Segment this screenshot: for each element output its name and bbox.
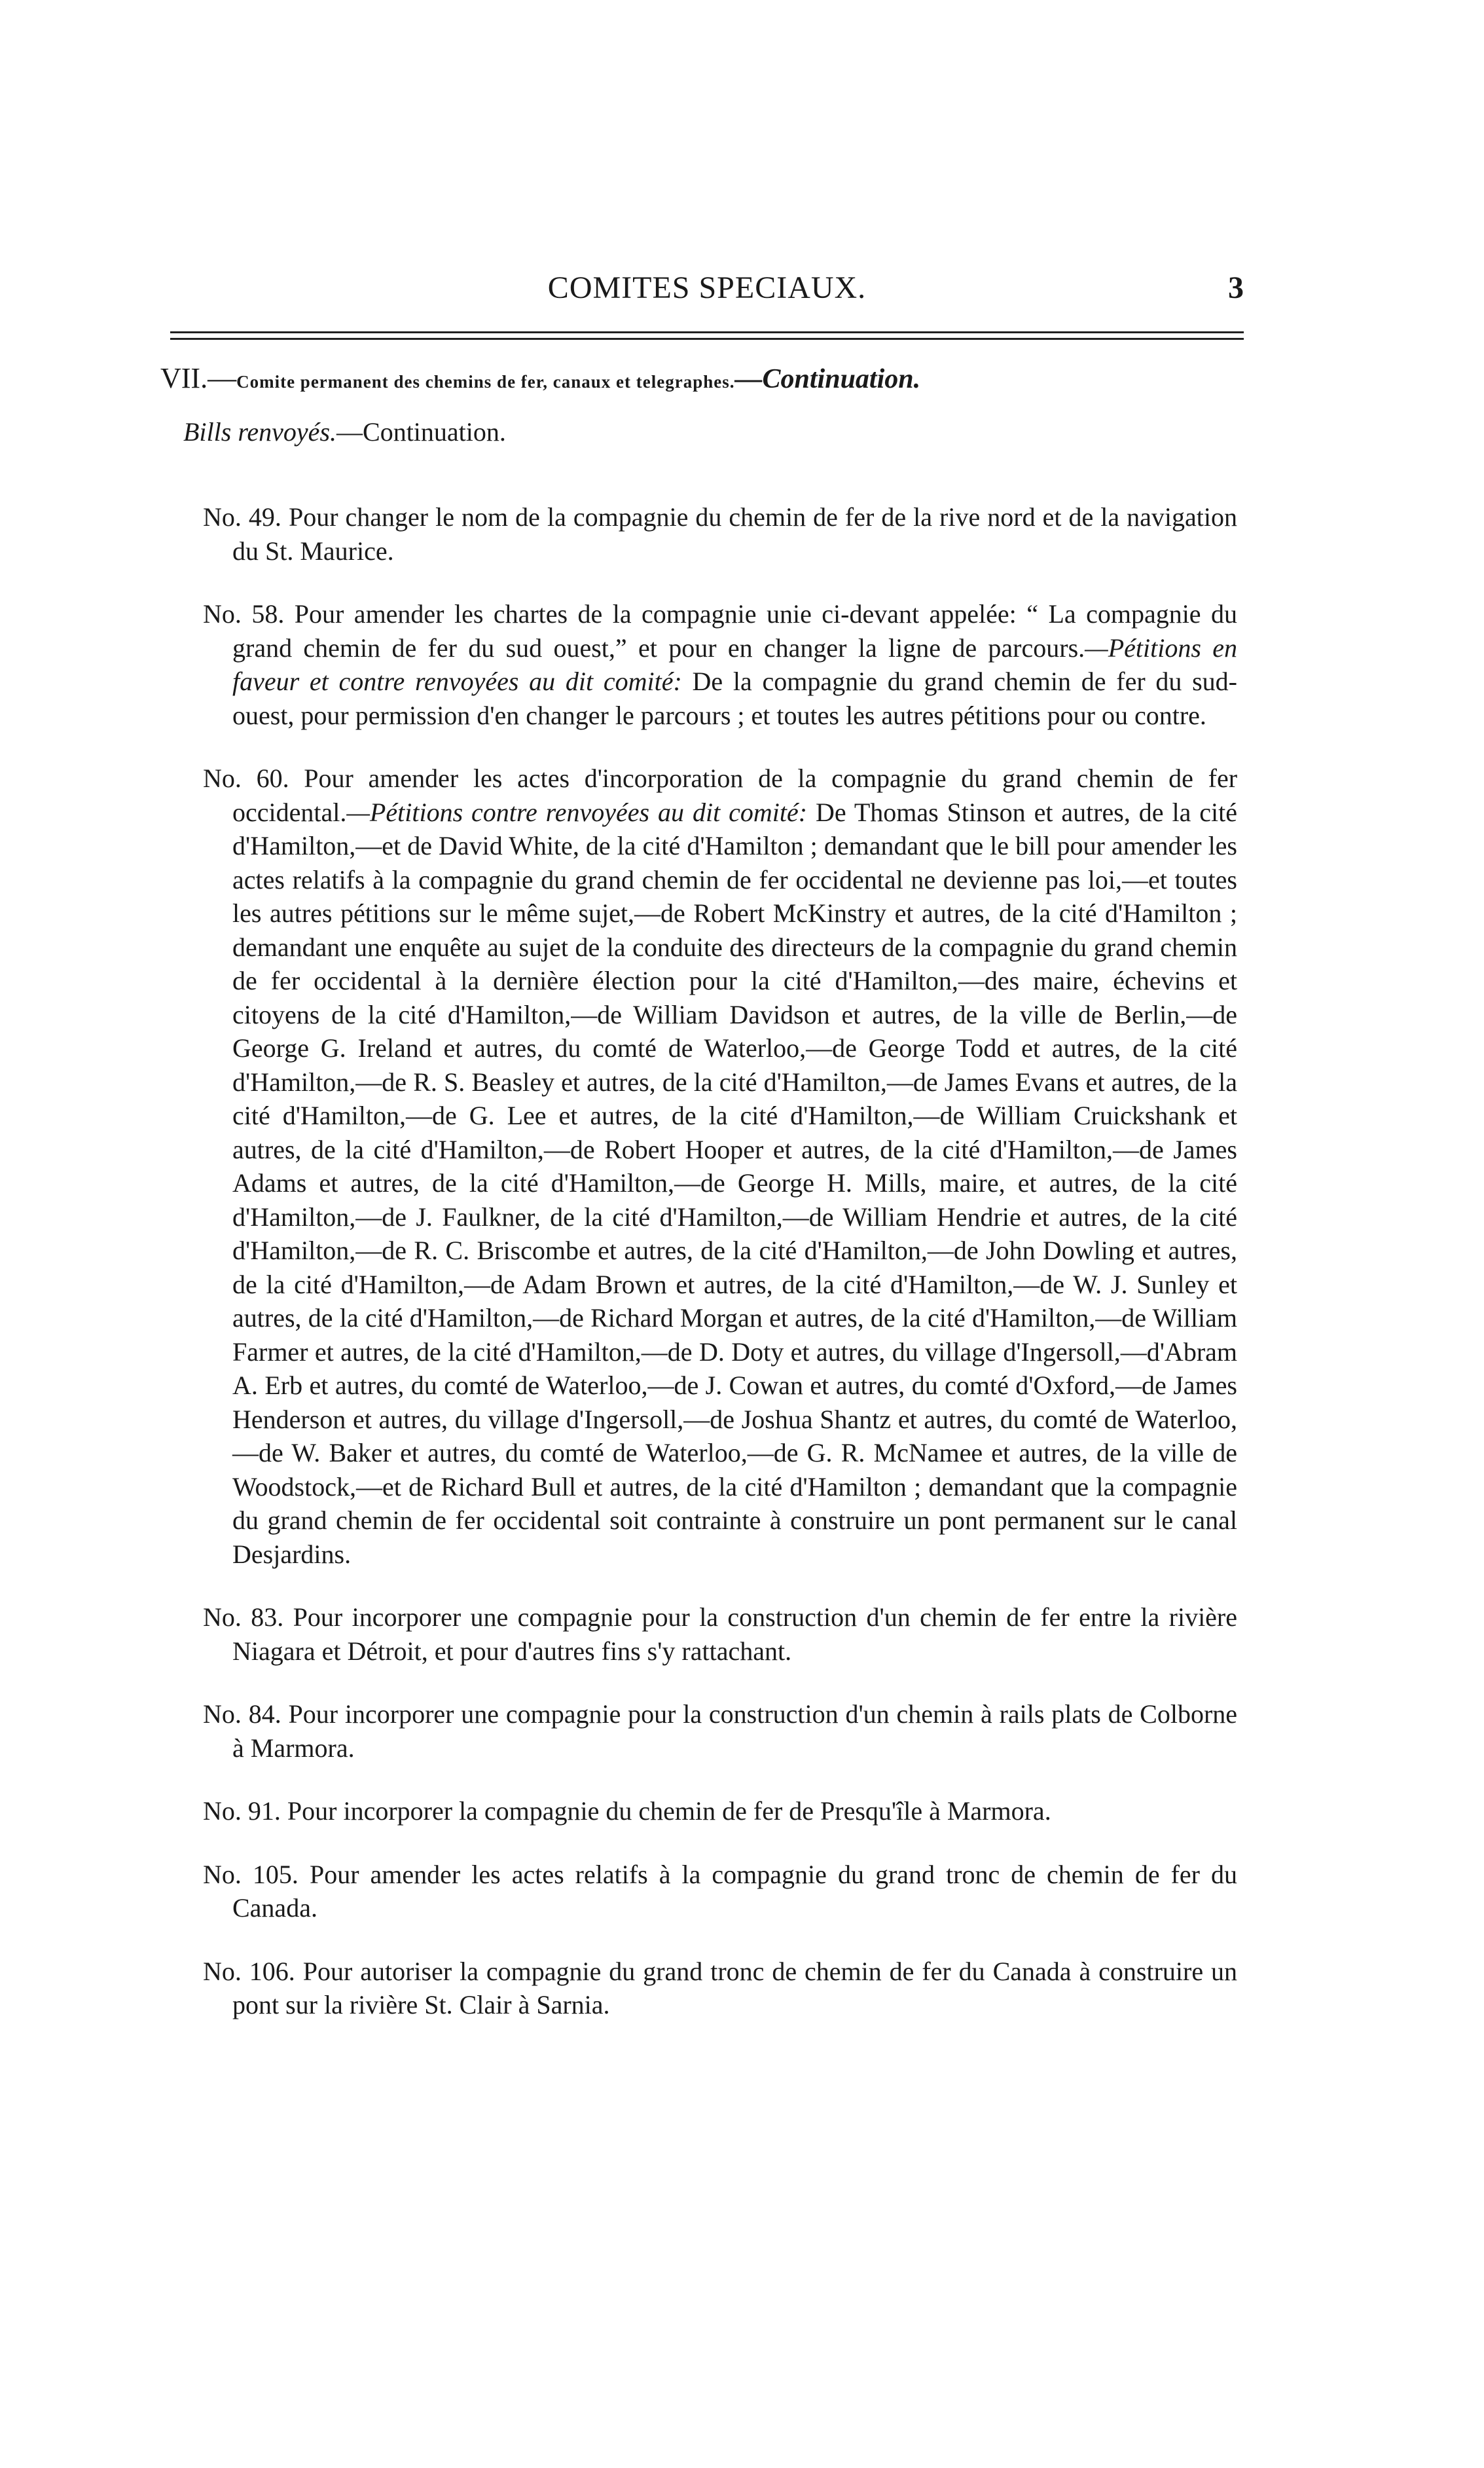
subheading-rest: —Continuation. bbox=[336, 417, 506, 447]
bill-text: Pour incorporer une compagnie pour la construction d'un chemin à rails plats de Colborne à Marmora. bbox=[232, 1699, 1238, 1763]
bill-entry-49 bbox=[203, 500, 1237, 568]
bill-entry-84 bbox=[203, 1697, 1237, 1765]
bill-text: Pour amender les actes relatifs à la compagnie du grand tronc de chemin de fer du Canada. bbox=[232, 1859, 1238, 1923]
petitions-text: De la compagnie du grand chemin de fer du sud-ouest, pour permission d'en changer le parcours ; et toutes les autres pétitions pour ou contre. bbox=[232, 667, 1238, 730]
petitions-text: De Thomas Stinson et autres, de la cité d'Hamilton,—et de David White, de la cité d'Hamilton ; demandant que le bill pour amender les actes relatifs à la compagnie du grand chemin de fer occidental ne devienne pas loi,—et toutes les autres pétitions sur le même sujet,—de Robert McKinstry et autres, de la cité d'Hamilton ; demandant une enquête au sujet de la conduite des directeurs de la compagnie du grand chemin de fer occidental à la dernière élection pour la cité d'Hamilton,—des maire, échevins et citoyens de la cité d'Hamilton,—de William Davidson et autres, de la ville de Berlin,—de George G. Ireland et autres, du comté de Waterloo,—de George Todd et autres, de la cité d'Hamilton,—de R. S. Beasley et autres, de la cité d'Hamilton,—de James Evans et autres, de la cité d'Hamilton,—de G. Lee et autres, de la cité d'Hamilton,—de William Cruickshank et autres, de la cité d'Hamilton,—de Robert Hooper et autres, de la cité d'Hamilton,—de James Adams et autres, de la cité d'Hamilton,—de George H. Mills, maire, et autres, de la cité d'Hamilton,—de J. Faulkner, de la cité d'Hamilton,—de William Hendrie et autres, de la cité d'Hamilton,—de R. C. Briscombe et autres, de la cité d'Hamilton,—de John Dowling et autres, de la cité d'Hamilton,—de Adam Brown et autres, de la cité d'Hamilton,—de W. J. Sunley et autres, de la cité d'Hamilton,—de Richard Morgan et autres, de la cité d'Hamilton,—de William Farmer et autres, de la cité d'Hamilton,—de D. Doty et autres, du village d'Ingersoll,—d'Abram A. Erb et autres, du comté de Waterloo,—de J. Cowan et autres, du comté d'Oxford,—de James Henderson et autres, du village d'Ingersoll,—de Joshua Shantz et autres, du comté de Waterloo,—de W. Baker et autres, du comté de Waterloo,—de G. R. McNamee et autres, de la ville de Woodstock,—et de Richard Bull et autres, de la cité d'Hamilton ; demandant que la compagnie du grand chemin de fer occidental soit contrainte à construire un pont permanent sur le canal Desjardins. bbox=[232, 797, 1237, 1569]
page-header bbox=[170, 265, 1244, 311]
bill-number: No. 106. bbox=[203, 1956, 295, 1986]
bill-list bbox=[203, 474, 1237, 2052]
bill-text: Pour autoriser la compagnie du grand tronc de chemin de fer du Canada à construire un pont sur la rivière St. Clair à Sarnia. bbox=[232, 1956, 1238, 2019]
bill-number: No. 105. bbox=[203, 1859, 299, 1889]
page-number: 3 bbox=[1228, 270, 1244, 305]
petitions-label: —Pétitions en faveur et contre renvoyées au dit comité: bbox=[232, 633, 1237, 696]
bill-text: Pour incorporer une compagnie pour la construction d'un chemin de fer entre la rivière Niagara et Détroit, et pour d'autres fins s'y rattachant. bbox=[232, 1602, 1238, 1666]
subheading bbox=[183, 413, 506, 452]
section-heading bbox=[160, 359, 1247, 401]
bill-entry-83 bbox=[203, 1600, 1237, 1668]
bill-entry-60 bbox=[203, 762, 1237, 1571]
section-numeral: VII.— bbox=[160, 362, 237, 394]
petitions-label: —Pétitions contre renvoyées au dit comité: bbox=[346, 797, 808, 827]
header-rule-top bbox=[170, 331, 1244, 333]
bill-text: Pour amender les actes d'incorporation de la compagnie du grand chemin de fer occidental. bbox=[232, 764, 1238, 827]
bill-number: No. 60. bbox=[203, 764, 289, 793]
bill-number: No. 49. bbox=[203, 502, 281, 532]
bill-number: No. 83. bbox=[203, 1602, 284, 1632]
bill-number: No. 91. bbox=[203, 1796, 281, 1826]
bill-entry-106 bbox=[203, 1955, 1237, 2022]
bill-number: No. 84. bbox=[203, 1699, 281, 1729]
bill-entry-91 bbox=[203, 1794, 1237, 1828]
bill-text: Pour incorporer la compagnie du chemin de fer de Presqu'île à Marmora. bbox=[287, 1796, 1051, 1826]
header-rule-bottom bbox=[170, 338, 1244, 340]
section-continuation: —Continuation. bbox=[734, 364, 921, 394]
bill-entry-105 bbox=[203, 1858, 1237, 1925]
running-title: COMITES SPECIAUX. bbox=[547, 270, 867, 305]
bill-entry-58 bbox=[203, 597, 1237, 732]
subheading-label: Bills renvoyés. bbox=[183, 417, 337, 447]
bill-number: No. 58. bbox=[203, 599, 285, 629]
bill-text: Pour amender les chartes de la compagnie unie ci-devant appelée: “ La compagnie du grand chemin de fer du sud ouest,” et pour en changer la ligne de parcours. bbox=[232, 599, 1238, 663]
bill-text: Pour changer le nom de la compagnie du chemin de fer de la rive nord et de la navigation du St. Maurice. bbox=[232, 502, 1238, 566]
section-name: Comite permanent des chemins de fer, canaux et telegraphes. bbox=[236, 372, 735, 392]
